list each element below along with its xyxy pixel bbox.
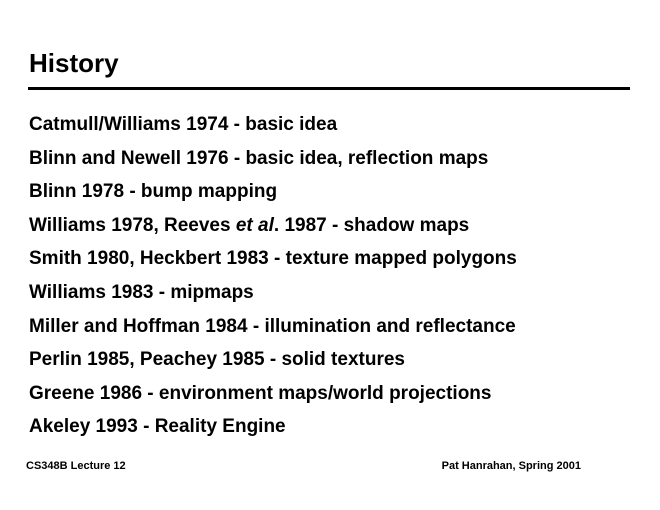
footer-course: CS348B Lecture 12 (26, 460, 126, 472)
history-list (29, 108, 517, 444)
history-item: Miller and Hoffman 1984 - illumination and reflectance (29, 315, 516, 337)
history-item (29, 209, 517, 243)
history-item: Blinn 1978 - bump mapping (29, 181, 278, 203)
history-item-text: Williams 1978, Reeves (29, 214, 236, 236)
history-item: Blinn and Newell 1976 - basic idea, reflection maps (29, 147, 489, 169)
history-item: Williams 1983 - mipmaps (29, 281, 254, 303)
history-item: Catmull/Williams 1974 - basic idea (29, 114, 338, 135)
history-item: Smith 1980, Heckbert 1983 - texture mapped polygons (29, 248, 517, 270)
title-divider (28, 87, 630, 90)
history-item-emphasis: et al (235, 214, 274, 236)
history-item: Greene 1986 - environment maps/world projections (29, 382, 492, 404)
footer-author: Pat Hanrahan, Spring 2001 (441, 460, 581, 472)
history-item: Perlin 1985, Peachey 1985 - solid textures (29, 349, 405, 371)
history-item: Akeley 1993 - Reality Engine (29, 416, 286, 438)
history-item-text: . 1987 - shadow maps (273, 214, 470, 236)
slide-title: History (29, 48, 119, 78)
